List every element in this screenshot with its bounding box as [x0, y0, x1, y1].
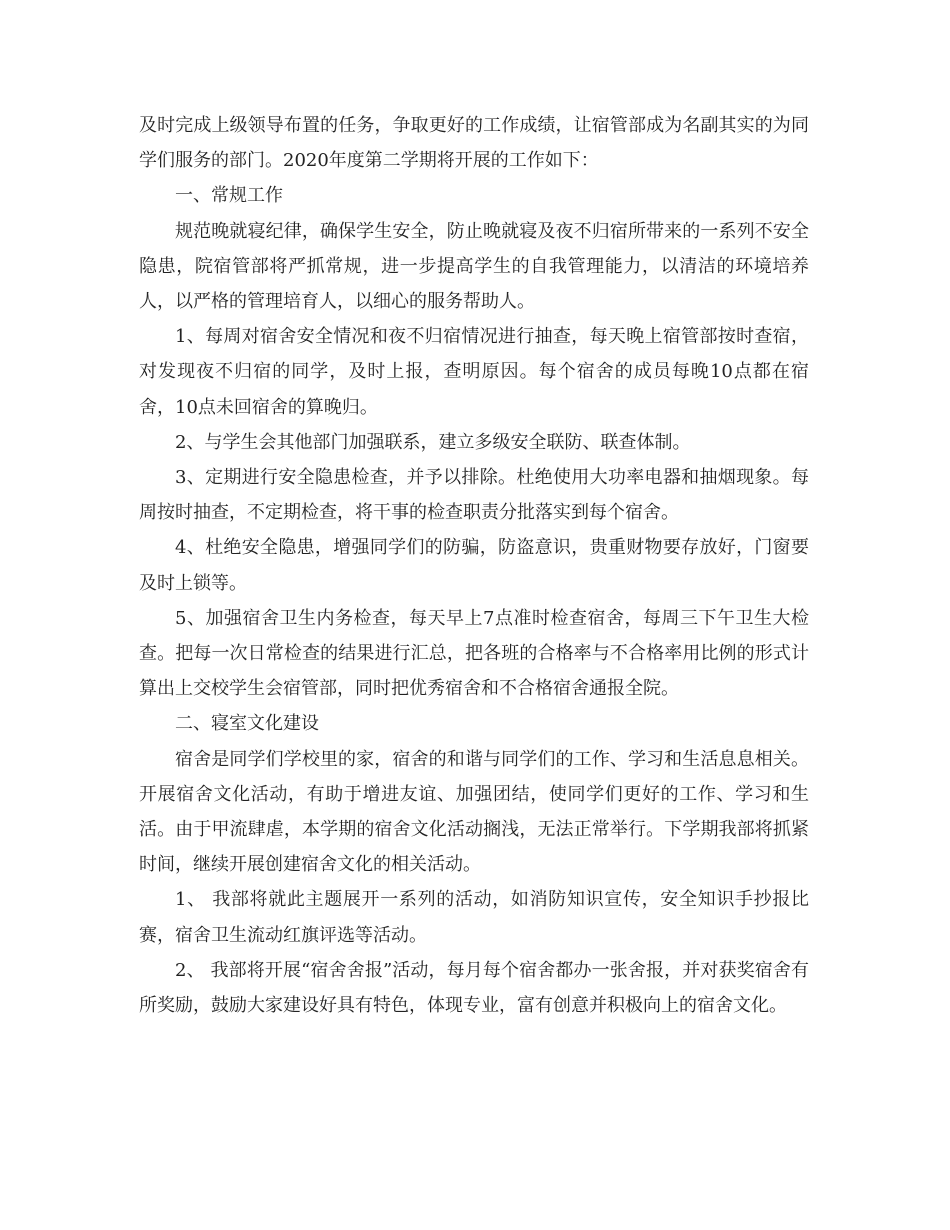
section-heading-routine-work: 一、常规工作 — [175, 185, 283, 207]
paragraph-intro-continuation: 及时完成上级领导布置的任务，争取更好的工作成绩，让宿管部成为名副其实的为同学们服务的部门。2020年度第二学期将开展的工作如下： — [139, 115, 809, 172]
list-item-routine-2: 2、与学生会其他部门加强联系，建立多级安全联防、联查体制。 — [175, 431, 691, 453]
list-item-routine-4: 4、杜绝安全隐患，增强同学们的防骗，防盗意识，贵重财物要存放好，门窗要及时上锁等。 — [139, 537, 809, 594]
list-item-culture-1: 1、 我部将就此主题展开一系列的活动，如消防知识宣传，安全知识手抄报比赛，宿舍卫生流动红旗评选等活动。 — [139, 889, 809, 946]
section-heading-dorm-culture: 二、寝室文化建设 — [175, 713, 319, 735]
list-item-routine-3: 3、定期进行安全隐患检查，并予以排除。杜绝使用大功率电器和抽烟现象。每周按时抽查，不定期检查，将干事的检查职责分批落实到每个宿舍。 — [139, 467, 809, 524]
list-item-routine-1: 1、每周对宿舍安全情况和夜不归宿情况进行抽查，每天晚上宿管部按时查宿，对发现夜不归宿的同学，及时上报，查明原因。每个宿舍的成员每晚10点都在宿舍，10点未回宿舍的算晚归。 — [139, 326, 809, 418]
paragraph-routine-overview: 规范晚就寝纪律，确保学生安全，防止晚就寝及夜不归宿所带来的一系列不安全隐患，院宿管部将严抓常规，进一步提高学生的自我管理能力，以清洁的环境培养人，以严格的管理培育人，以细心的服务帮助人。 — [139, 220, 809, 313]
list-item-culture-2: 2、 我部将开展“宿舍舍报”活动，每月每个宿舍都办一张舍报，并对获奖宿舍有所奖励，鼓励大家建设好具有特色，体现专业，富有创意并积极向上的宿舍文化。 — [139, 959, 809, 1017]
list-item-routine-5: 5、加强宿舍卫生内务检查，每天早上7点准时检查宿舍，每周三下午卫生大检查。把每一次日常检查的结果进行汇总，把各班的合格率与不合格率用比例的形式计算出上交校学生会宿管部，同时把优秀宿舍和不合格宿舍通报全院。 — [139, 607, 809, 700]
paragraph-dorm-culture-overview: 宿舍是同学们学校里的家，宿舍的和谐与同学们的工作、学习和生活息息相关。开展宿舍文化活动，有助于增进友谊、加强团结，使同学们更好的工作、学习和生活。由于甲流肆虐，本学期的宿舍文化活动搁浅，无法正常举行。下学期我部将抓紧时间，继续开展创建宿舍文化的相关活动。 — [139, 748, 809, 876]
document-body — [139, 108, 809, 1023]
